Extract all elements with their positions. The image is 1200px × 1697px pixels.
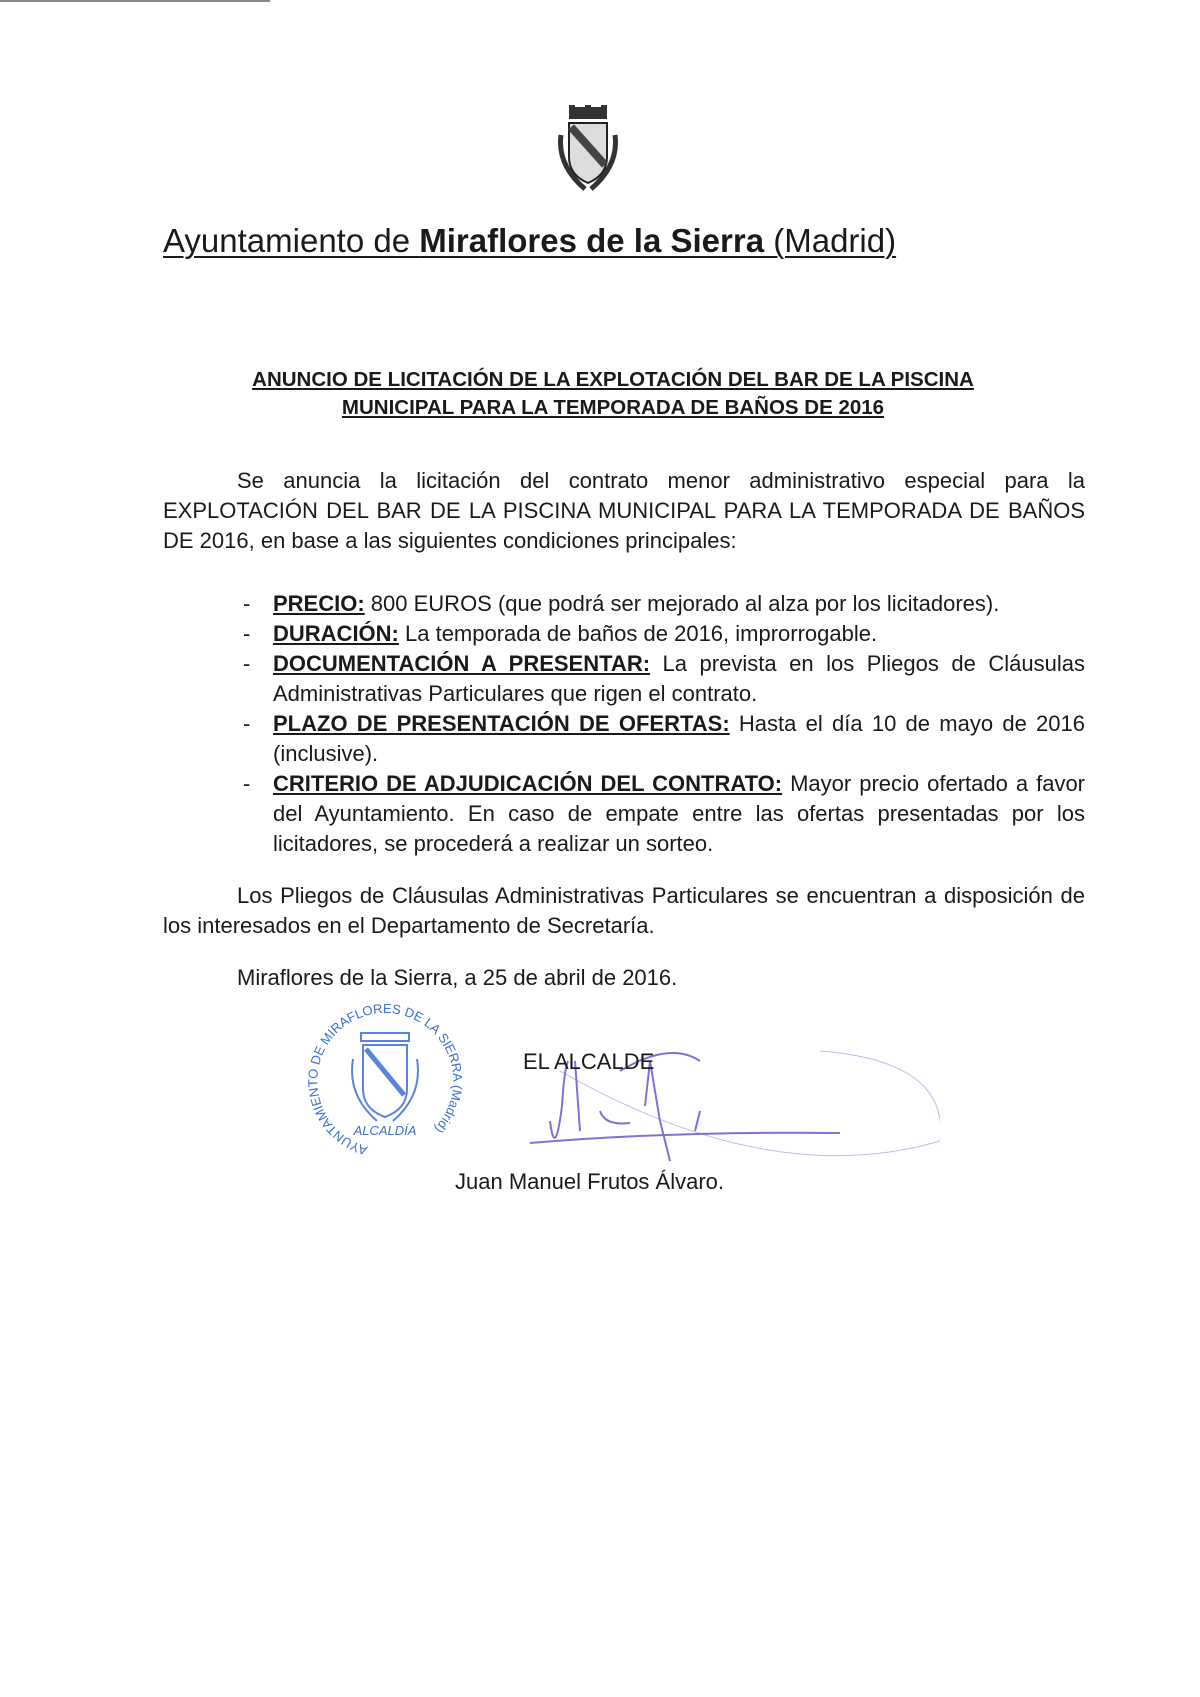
date-line: Miraflores de la Sierra, a 25 de abril de 2016. (237, 965, 678, 990)
heading-line: ANUNCIO DE LICITACIÓN DE LA EXPLOTACIÓN DEL BAR DE LA PISCINA (252, 368, 974, 391)
closing-paragraph: Los Pliegos de Cláusulas Administrativas Particulares se encuentran a disposición de los interesados en el Departamento de Secretaría. (163, 883, 1085, 938)
svg-text:ALCALDÍA: ALCALDÍA (353, 1123, 417, 1138)
signatory-name: Juan Manuel Frutos Álvaro. (455, 1169, 725, 1194)
condition-item: - PRECIO: 800 EUROS (que podrá ser mejorado al alza por los licitadores). (243, 591, 1000, 616)
scan-edge (0, 0, 270, 2)
svg-text:AYUNTAMIENTO DE MIRAFLORES DE: AYUNTAMIENTO DE MIRAFLORES DE LA SIERRA (Madrid) (305, 1001, 465, 1159)
condition-item: - DURACIÓN: La temporada de baños de 2016, improrrogable. (243, 621, 878, 646)
condition-item: - CRITERIO DE ADJUDICACIÓN DEL CONTRATO: Mayor precio ofertado a favor del Ayuntamiento. En caso de empate entre las ofertas presentadas por los licitadores, se procederá a realizar un sorteo. (243, 771, 1086, 856)
document-body (163, 466, 1085, 1203)
official-seal-stamp (305, 1001, 465, 1161)
coat-of-arms-logo (555, 105, 621, 195)
condition-item: - PLAZO DE PRESENTACIÓN DE OFERTAS: Hasta el día 10 de mayo de 2016 (inclusive). (243, 711, 1085, 766)
signatory-role: EL ALCALDE (523, 1049, 655, 1074)
heading-line: MUNICIPAL PARA LA TEMPORADA DE BAÑOS DE 2016 (341, 396, 885, 419)
intro-paragraph: Se anuncia la licitación del contrato menor administrativo especial para la EXPLOTACIÓN DEL BAR DE LA PISCINA MUNICIPAL PARA LA TEMPORADA DE BAÑOS DE 2016, en base a las siguientes condiciones principales: (163, 468, 1085, 553)
announcement-heading (163, 366, 1063, 422)
conditions-list (243, 589, 1085, 859)
page-title: Ayuntamiento de Miraflores de la Sierra (Madrid) (163, 222, 897, 259)
condition-item: - DOCUMENTACIÓN A PRESENTAR: La prevista en los Pliegos de Cláusulas Administrativas Particulares que rigen el contrato. (243, 651, 1085, 706)
signature-block (163, 993, 1085, 1203)
